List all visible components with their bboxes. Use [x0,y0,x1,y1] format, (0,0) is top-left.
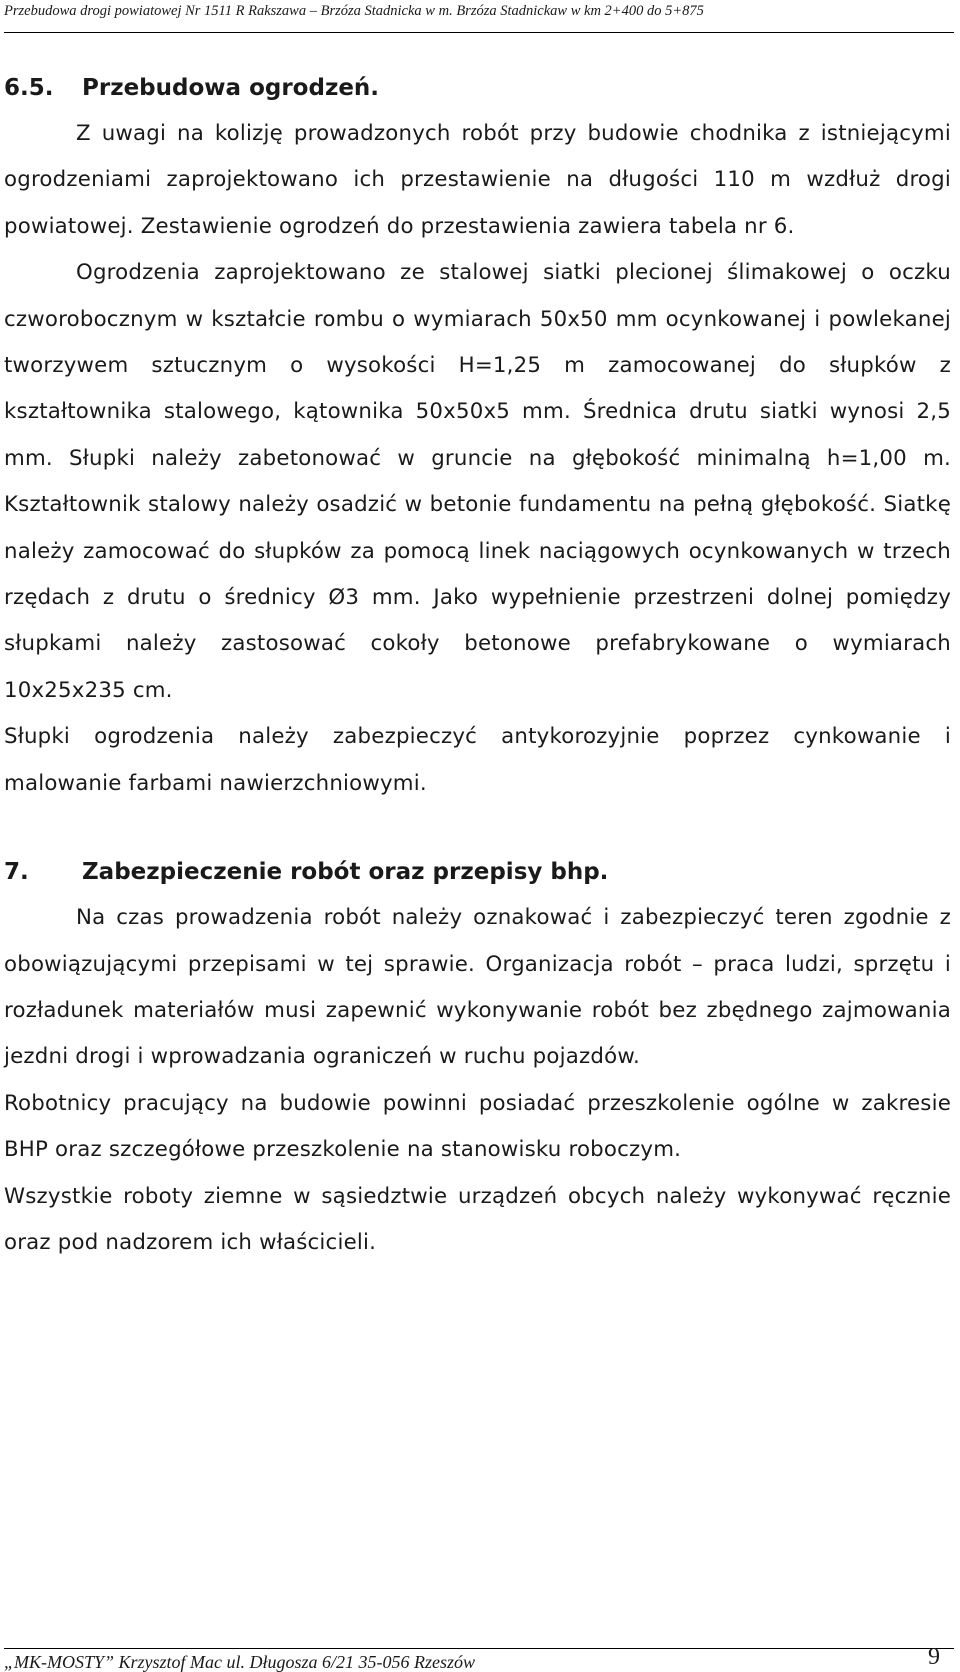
paragraph: Wszystkie roboty ziemne w sąsiedztwie urządzeń obcych należy wykonywać ręcznie oraz pod nadzorem ich właścicieli. [4,1183,951,1255]
page-number: 9 [928,1644,940,1670]
paragraph: Na czas prowadzenia robót należy oznakować i zabezpieczyć teren zgodnie z obowiązującymi przepisami w tej sprawie. Organizacja robót – praca ludzi, sprzętu i rozładunek materiałów musi zapewnić wykonywanie robót bez zbędnego zajmowania jezdni drogi i wprowadzania ograniczeń w ruchu pojazdów. [4,905,951,1070]
running-header: Przebudowa drogi powiatowej Nr 1511 R Rakszawa – Brzóza Stadnicka w m. Brzóza Stadnickaw w km 2+400 do 5+875 [4,3,704,19]
paragraph: Z uwagi na kolizję prowadzonych robót przy budowie chodnika z istniejącymi ogrodzeniami zaprojektowano ich przestawienie na długości 110 m wzdłuż drogi powiatowej. Zestawienie ogrodzeń do przestawienia zawiera tabela nr 6. [4,121,951,239]
document-body [4,65,951,1266]
paragraph: Ogrodzenia zaprojektowano ze stalowej siatki plecionej ślimakowej o oczku czworobocznym w kształcie rombu o wymiarach 50x50 mm ocynkowanej i powlekanej tworzywem sztucznym o wysokości H=1,25 m zamocowanej do słupków z kształtownika stalowego, kątownika 50x50x5 mm. Średnica drutu siatki wynosi 2,5 mm. Słupki należy zabetonować w gruncie na głębokość minimalną h=1,00 m. Kształtownik stalowy należy osadzić w betonie fundamentu na pełną głębokość. Siatkę należy zamocować do słupków za pomocą linek naciągowych ocynkowanych w trzech rzędach z drutu o średnicy Ø3 mm. Jako wypełnienie przestrzeni dolnej pomiędzy słupkami należy zastosować cokoły betonowe prefabrykowane o wymiarach 10x25x235 cm. [4,260,951,703]
paragraph: Robotnicy pracujący na budowie powinni posiadać przeszkolenie ogólne w zakresie BHP oraz szczegółowe przeszkolenie na stanowisku roboczym. [4,1090,951,1163]
paragraph: Słupki ogrodzenia należy zabezpieczyć antykorozyjnie poprzez cynkowanie i malowanie farbami nawierzchniowymi. [4,724,951,796]
section-heading-7 [4,849,951,895]
section-title: Przebudowa ogrodzeń. [82,75,380,101]
section-spacer [4,807,951,849]
header-divider [4,32,954,33]
footer-divider [4,1648,954,1649]
section-number: 7. [4,859,29,886]
footer-company: „MK-MOSTY” Krzysztof Mac ul. Długosza 6/21 35-056 Rzeszów [4,1652,476,1672]
section-heading-6-5 [4,65,951,111]
section-number: 6.5. [4,75,54,101]
section-title: Zabezpieczenie robót oraz przepisy bhp. [82,859,609,886]
